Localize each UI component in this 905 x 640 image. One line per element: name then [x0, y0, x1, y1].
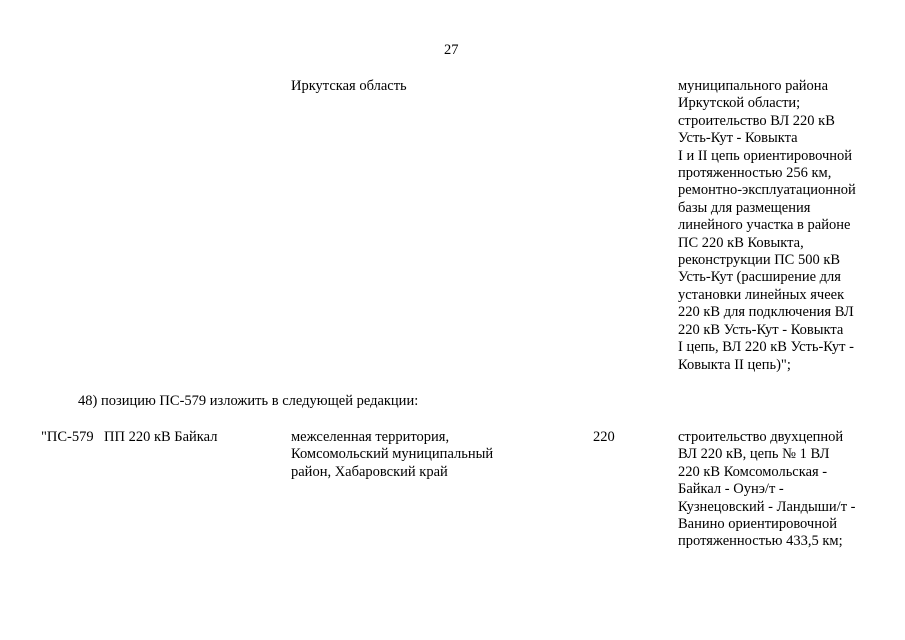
description-line: ремонтно-эксплуатационной [678, 182, 856, 199]
location-line: межселенная территория, [291, 429, 450, 445]
description-line: Иркутской области; [678, 95, 801, 112]
row-location [291, 429, 493, 481]
description-line: Ванино ориентировочной [678, 516, 837, 533]
description-line: 220 кВ для подключения ВЛ [678, 304, 854, 321]
description-line: Ковыкта II цепь)"; [678, 356, 791, 373]
description-line: реконструкции ПС 500 кВ [678, 252, 841, 269]
location-line: Комсомольский муниципальный [291, 446, 494, 463]
row-voltage: 220 [593, 429, 615, 445]
description-line: ВЛ 220 кВ, цепь № 1 ВЛ [678, 446, 830, 463]
description-line: 220 кВ Усть-Кут - Ковыкта [678, 321, 844, 338]
description-line: Байкал - Оунэ/т - [678, 481, 784, 498]
page-number: 27 [444, 42, 459, 58]
continued-row-region: Иркутская область [291, 78, 407, 94]
description-line: муниципального района [678, 78, 828, 94]
continued-row-description [678, 78, 856, 374]
description-line: ПС 220 кВ Ковыкта, [678, 234, 804, 251]
description-line: Усть-Кут - Ковыкта [678, 130, 798, 147]
description-line: строительство двухцепной [678, 429, 844, 445]
description-line: установки линейных ячеек [678, 286, 845, 303]
description-line: Усть-Кут (расширение для [678, 269, 841, 286]
description-line: протяженностью 433,5 км; [678, 533, 843, 550]
location-line: район, Хабаровский край [291, 463, 448, 480]
description-line: I и II цепь ориентировочной [678, 147, 853, 164]
description-line: протяженностью 256 км, [678, 165, 832, 182]
description-line: 220 кВ Комсомольская - [678, 463, 828, 480]
row-name: ПП 220 кВ Байкал [104, 429, 218, 445]
description-line: I цепь, ВЛ 220 кВ Усть-Кут - [678, 339, 854, 356]
description-line: линейного участка в районе [678, 217, 851, 234]
description-line: строительство ВЛ 220 кВ [678, 112, 835, 129]
row-code: "ПС-579 [41, 429, 94, 445]
description-line: базы для размещения [678, 199, 811, 216]
amendment-instruction: 48) позицию ПС-579 изложить в следующей редакции: [78, 393, 419, 409]
description-line: Кузнецовский - Ландыши/т - [678, 498, 856, 515]
row-description [678, 429, 856, 551]
